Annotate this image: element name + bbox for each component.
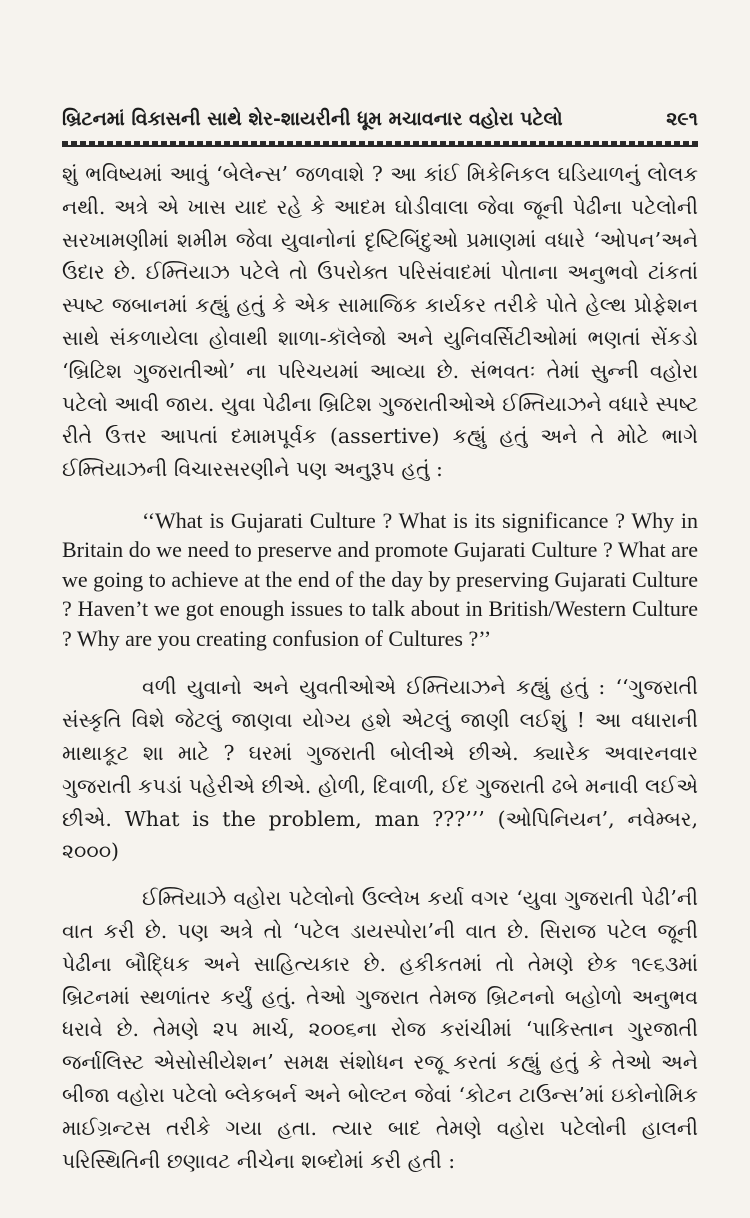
page-number: ૨૯૧ [666, 108, 698, 130]
chapter-title: બ્રિટનમાં વિકાસની સાથે શેર-શાયરીની ધૂમ મચાવનાર વહોરા પટેલો [62, 108, 563, 130]
header-rule [62, 141, 698, 147]
running-header [62, 108, 698, 130]
english-quote: ‘‘What is Gujarati Culture ? What is its significance ? Why in Britain do we need to preserve and promote Gujarati Culture ? What are we going to achieve at the end of the day by preserving Gujarati Culture ? Haven’t we got enough issues to talk about in British/Western Culture ? Why are you creating confusion of Cultures ?’’ [62, 507, 698, 651]
paragraph-2: વળી યુવાનો અને યુવતીઓએ ઈમ્તિયાઝને કહ્યું હતું : ‘‘ગુજરાતી સંસ્કૃતિ વિશે જેટલું જાણવા યોગ્ય હશે એટલું જાણી લઈશું ! આ વધારાની માથાકૂટ શા માટે ? ઘરમાં ગુજરાતી બોલીએ છીએ. ક્યારેક અવારનવાર ગુજરાતી કપડાં પહેરીએ છીએ. હોળી, દિવાળી, ઈદ ગુજરાતી ઢબે મનાવી લઈએ છીએ. What is the problem, man ???’’’ (ઓપિનિયન’, નવેમ્બર, ૨૦૦૦) [62, 675, 698, 864]
body-text [62, 158, 698, 1177]
paragraph-3: ઈમ્તિયાઝે વહોરા પટેલોનો ઉલ્લેખ કર્યા વગર ‘યુવા ગુજરાતી પેઢી’ની વાત કરી છે. પણ અત્રે તો ‘પટેલ ડાયસ્પોરા’ની વાત છે. સિરાજ પટેલ જૂની પેઢીના બૌદ્ધિક અને સાહિત્યકાર છે. હકીકતમાં તો તેમણે છેક ૧૯૬૩માં બ્રિટનમાં સ્થળાંતર કર્યું હતું. તેઓ ગુજરાત તેમજ બ્રિટનનો બહોળો અનુભવ ધરાવે છે. તેમણે ૨૫ માર્ચ, ૨૦૦૬ના રોજ કરાંચીમાં ‘પાકિસ્તાન ગુરજાતી જર્નાલિસ્ટ એસોસીયેશન’ સમક્ષ સંશોધન રજૂ કરતાં કહ્યું હતું કે તેઓ અને બીજા વહોરા પટેલો બ્લેકબર્ન અને બોલ્ટન જેવાં ‘કોટન ટાઉન્સ’માં ઇકોનોમિક માઈગ્રન્ટસ તરીકે ગયા હતા. ત્યાર બાદ તેમણે વહોરા પટેલોની હાલની પરિસ્થિતિની છણાવટ નીચેના શબ્દોમાં કરી હતી : [62, 886, 698, 1173]
paragraph-1: શું ભવિષ્યમાં આવું ‘બેલેન્સ’ જળવાશે ? આ કાંઈ મિકેનિકલ ઘડિયાળનું લોલક નથી. અત્રે એ ખાસ યાદ રહે કે આદમ ઘોડીવાલા જેવા જૂની પેઢીના પટેલોની સરખામણીમાં શમીમ જેવા યુવાનોનાં દૃષ્ટિબિંદુઓ પ્રમાણમાં વધારે ‘ઓપન’અને ઉદાર છે. ઈમ્તિયાઝ પટેલે તો ઉપરોક્ત પરિસંવાદમાં પોતાના અનુભવો ટાંકતાં સ્પષ્ટ જબાનમાં કહ્યું હતું કે એક સામાજિક કાર્યકર તરીકે પોતે હેલ્થ પ્રોફેશન સાથે સંકળાયેલા હોવાથી શાળા-કૉલેજો અને યુનિવર્સિટીઓમાં ભણતાં સેંકડો ‘બ્રિટિશ ગુજરાતીઓ’ ના પરિચયમાં આવ્યા છે. સંભવતઃ તેમાં સુન્ની વહોરા પટેલો આવી જાય. યુવા પેઢીના બ્રિટિશ ગુજરાતીઓએ ઈમ્તિયાઝને વધારે સ્પષ્ટ રીતે ઉત્તર આપતાં દમામપૂર્વક (assertive) કહ્યું હતું અને તે મોટે ભાગે ઈમ્તિયાઝની વિચારસરણીને પણ અનુરૂપ હતું : [62, 162, 698, 482]
